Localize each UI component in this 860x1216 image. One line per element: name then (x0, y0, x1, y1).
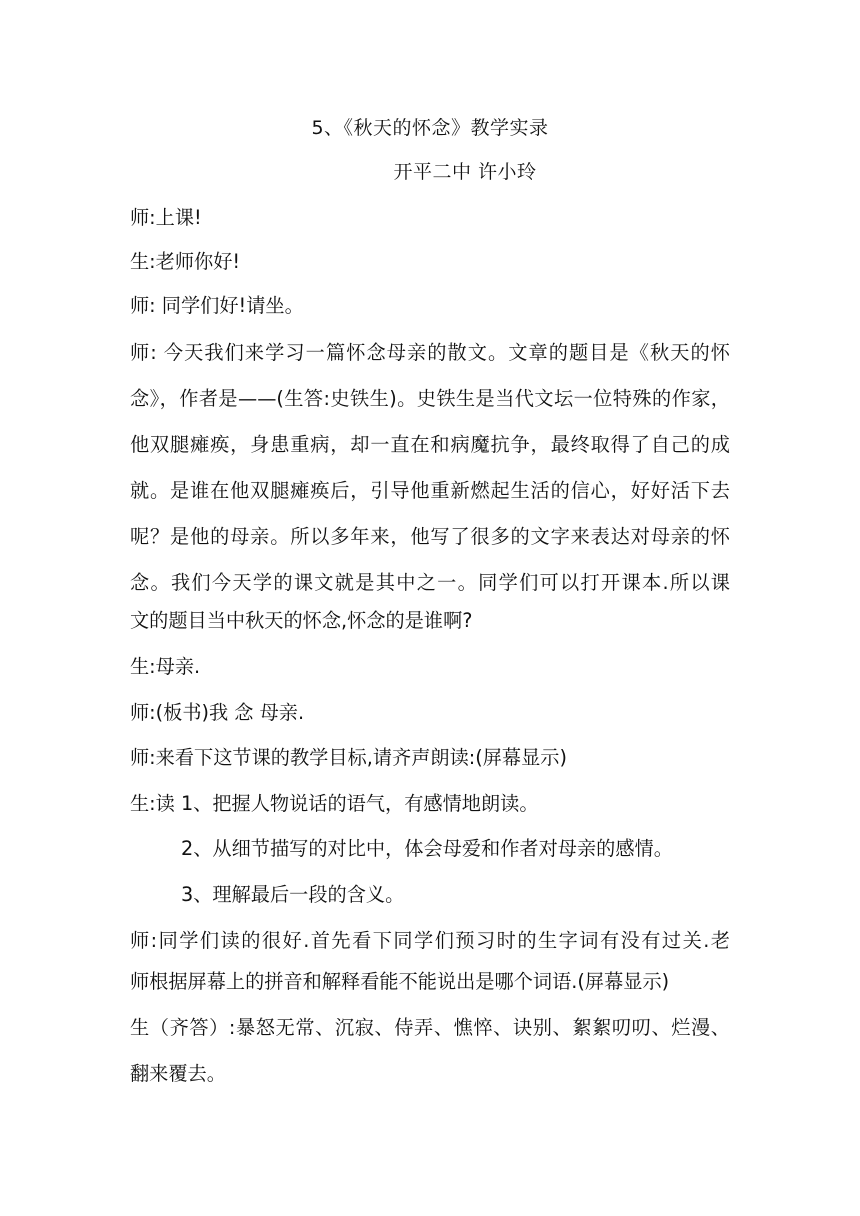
paragraph-line: 师:来看下这节课的教学目标,请齐声朗读:(屏幕显示) (130, 746, 567, 769)
document-title: 5、《秋天的怀念》教学实录 (311, 117, 549, 139)
paragraph-line: 文的题目当中秋天的怀念,怀念的是谁啊? (130, 609, 473, 632)
document-author: 开平二中 许小玲 (393, 161, 537, 183)
paragraph-line: 生:母亲. (130, 655, 201, 678)
paragraph-line: 师:同学们读的很好.首先看下同学们预习时的生字词有没有过关.老 (130, 929, 730, 952)
paragraph-line: 生（齐答）:暴怒无常、沉寂、侍弄、憔悴、诀别、絮絮叨叨、烂漫、 (130, 1016, 730, 1039)
paragraph-line: 师: 今天我们来学习一篇怀念母亲的散文。文章的题目是《秋天的怀 (130, 341, 730, 364)
paragraph-line: 师: 同学们好!请坐。 (130, 294, 304, 317)
paragraph-line: 翻来覆去。 (130, 1062, 226, 1085)
paragraph-line: 生:老师你好! (130, 250, 241, 273)
paragraph-line: 师:上课! (130, 206, 202, 229)
paragraph-line: 他双腿瘫痪，身患重病，却一直在和病魔抗争，最终取得了自己的成 (130, 433, 730, 456)
paragraph-line: 呢？是他的母亲。所以多年来，他写了很多的文字来表达对母亲的怀 (130, 525, 730, 548)
paragraph-line: 就。是谁在他双腿瘫痪后，引导他重新燃起生活的信心，好好活下去 (130, 479, 730, 502)
paragraph-line: 师根据屏幕上的拼音和解释看能不能说出是哪个词语.(屏幕显示) (130, 970, 670, 993)
objective-line: 3、理解最后一段的含义。 (181, 883, 405, 906)
paragraph-line: 生:读 1、把握人物说话的语气，有感情地朗读。 (130, 792, 539, 815)
paragraph-line: 念》，作者是——(生答:史铁生)。史铁生是当代文坛一位特殊的作家， (130, 387, 730, 410)
objective-line: 2、从细节描写的对比中，体会母爱和作者对母亲的感情。 (181, 837, 673, 860)
paragraph-line: 念。我们今天学的课文就是其中之一。同学们可以打开课本.所以课 (130, 571, 730, 594)
paragraph-line: 师:(板书)我 念 母亲. (130, 701, 305, 724)
